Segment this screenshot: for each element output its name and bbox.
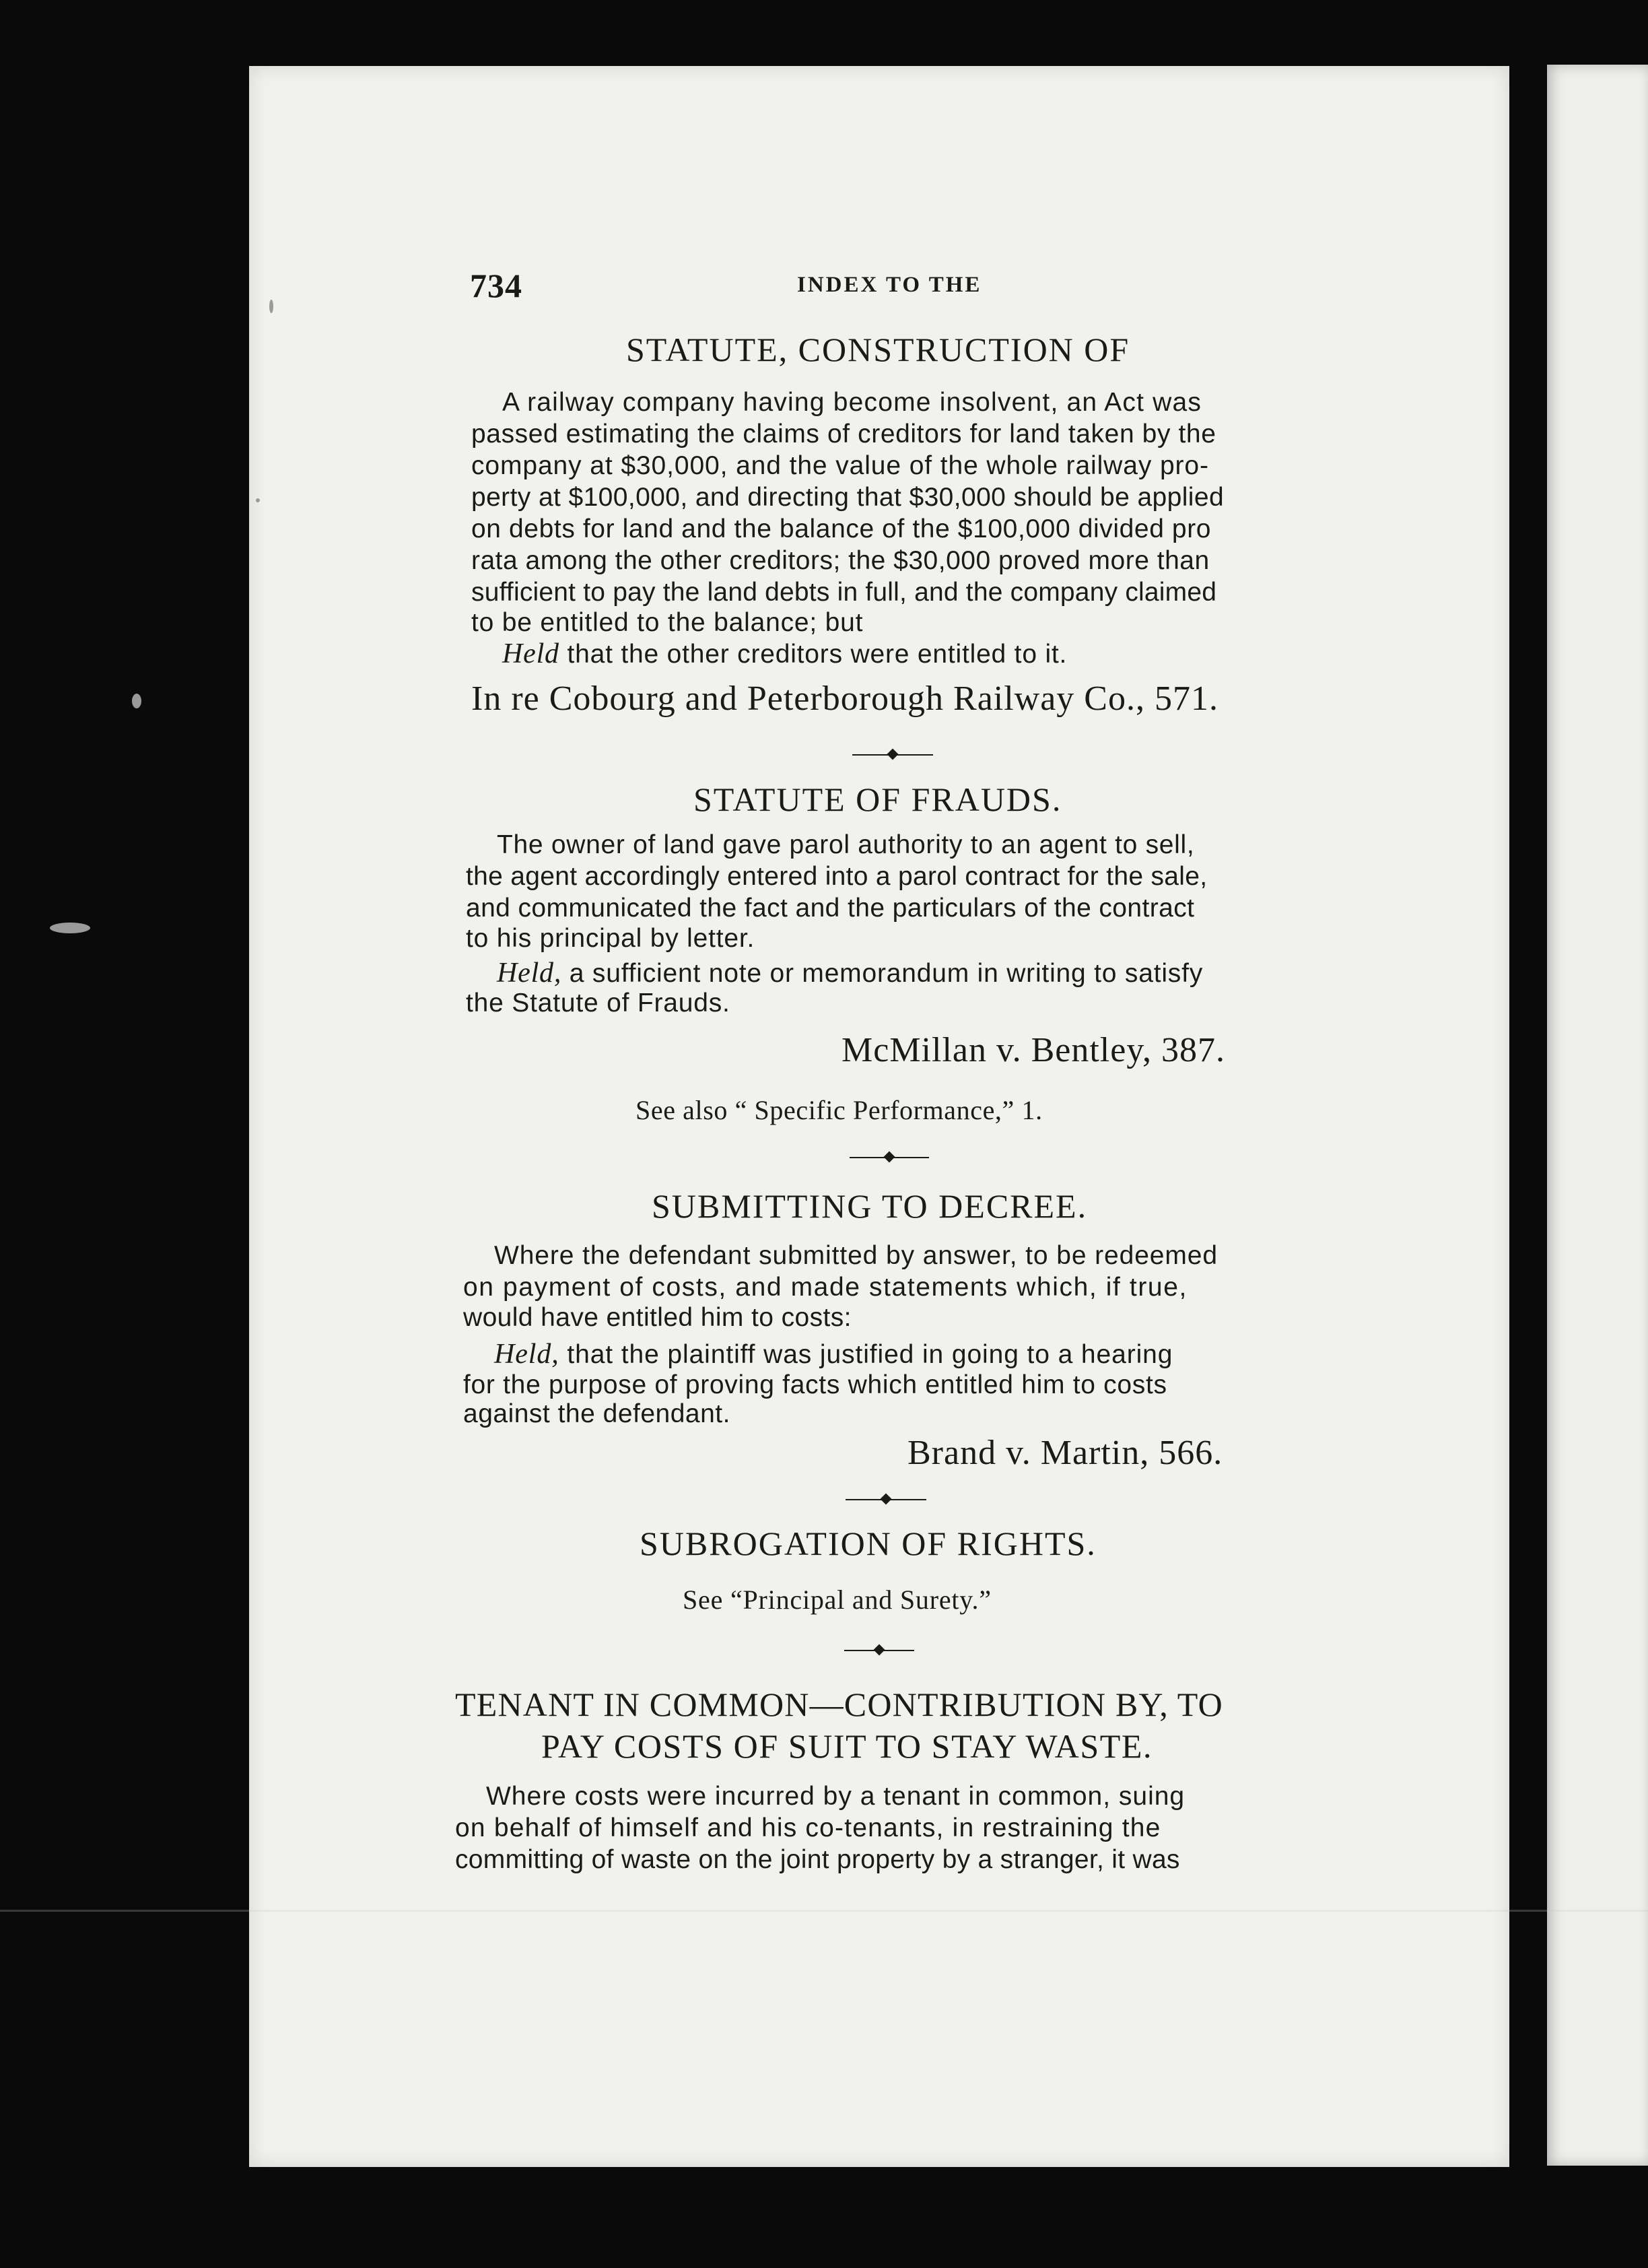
- section-divider: [846, 1499, 926, 1500]
- held-text: that the other creditors were entitled to it.: [559, 640, 1068, 669]
- body-line: for the purpose of proving facts which entitled him to costs: [463, 1370, 1167, 1399]
- held-line: [497, 959, 1203, 987]
- body-line: rata among the other creditors; the $30,000 proved more than: [471, 546, 1210, 575]
- section-heading-frauds: STATUTE OF FRAUDS.: [693, 780, 1062, 818]
- section-heading-subrogation: SUBROGATION OF RIGHTS.: [640, 1525, 1097, 1562]
- body-line: Where the defendant submitted by answer, to be redeemed: [494, 1241, 1218, 1270]
- body-line: passed estimating the claims of creditors for land taken by the: [471, 420, 1216, 448]
- body-line: the agent accordingly entered into a parol contract for the sale,: [466, 862, 1208, 891]
- body-line: on payment of costs, and made statements which, if true,: [463, 1273, 1188, 1302]
- section-divider: [844, 1650, 914, 1651]
- body-line: the Statute of Frauds.: [466, 989, 730, 1018]
- body-line: on debts for land and the balance of the $100,000 divided pro: [471, 514, 1212, 543]
- scan-artifact-line: [0, 1910, 1648, 1912]
- page-number: 734: [470, 267, 522, 304]
- cross-reference: See also “ Specific Performance,” 1.: [636, 1095, 1043, 1125]
- section-heading-tenant-cont: PAY COSTS OF SUIT TO STAY WASTE.: [541, 1727, 1153, 1765]
- scan-speck: [269, 300, 273, 313]
- body-line: committing of waste on the joint property by a stranger, it was: [455, 1845, 1180, 1874]
- body-line: A railway company having become insolvent, an Act was: [502, 388, 1202, 417]
- section-divider: [850, 1157, 929, 1158]
- body-line: would have entitled him to costs:: [463, 1303, 852, 1332]
- body-line: Where costs were incurred by a tenant in common, suing: [486, 1782, 1186, 1811]
- held-line: [494, 1340, 1173, 1368]
- held-text: that the plaintiff was justified in going to a hearing: [559, 1340, 1173, 1369]
- body-line: sufficient to pay the land debts in full, and the company claimed: [471, 578, 1217, 607]
- body-line: to his principal by letter.: [466, 924, 755, 953]
- held-text: a sufficient note or memorandum in writing to satisfy: [561, 959, 1204, 988]
- held-label: Held: [502, 638, 559, 669]
- held-label: Held,: [494, 1339, 559, 1370]
- case-citation: McMillan v. Bentley, 387.: [842, 1031, 1225, 1069]
- body-line: to be entitled to the balance; but: [471, 608, 864, 637]
- section-heading-decree: SUBMITTING TO DECREE.: [652, 1187, 1088, 1225]
- body-line: The owner of land gave parol authority to an agent to sell,: [497, 830, 1195, 859]
- scan-speck: [132, 694, 141, 708]
- section-heading-tenant: TENANT IN COMMON—CONTRIBUTION BY, TO: [455, 1686, 1223, 1723]
- case-citation: Brand v. Martin, 566.: [907, 1434, 1223, 1472]
- case-citation: In re Cobourg and Peterborough Railway Co., 571.: [471, 679, 1218, 718]
- scan-speck: [256, 498, 260, 502]
- body-line: company at $30,000, and the value of the whole railway pro-: [471, 451, 1209, 480]
- section-heading-construction: STATUTE, CONSTRUCTION OF: [626, 331, 1130, 368]
- body-line: against the defendant.: [463, 1399, 730, 1428]
- body-line: and communicated the fact and the particulars of the contract: [466, 894, 1195, 923]
- held-line: [502, 640, 1067, 668]
- body-line: perty at $100,000, and directing that $30,000 should be applied: [471, 483, 1225, 512]
- body-line: on behalf of himself and his co-tenants, in restraining the: [455, 1813, 1161, 1842]
- running-head: INDEX TO THE: [797, 273, 982, 297]
- held-label: Held,: [497, 958, 562, 989]
- cross-reference: See “Principal and Surety.”: [683, 1585, 992, 1615]
- adjacent-page-edge: [1547, 65, 1648, 2166]
- scan-speck: [50, 923, 90, 933]
- section-divider: [852, 754, 933, 756]
